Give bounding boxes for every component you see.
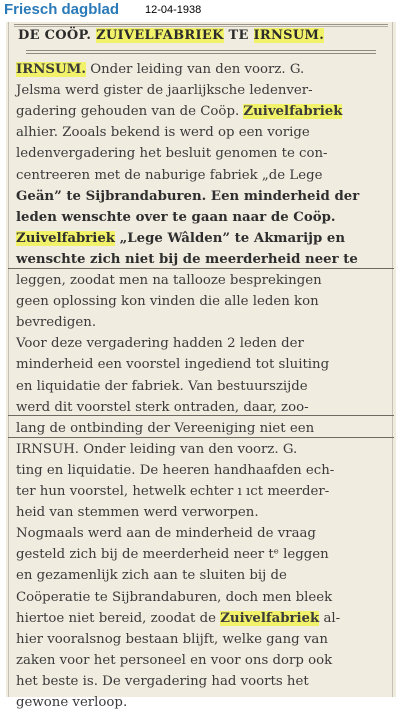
line-text: werd dit voorstel sterk ontraden, daar, zoo-	[16, 399, 309, 415]
line-text: heid van stemmen werd verworpen.	[16, 505, 259, 521]
line-text: ledenvergadering het besluit genomen te con-	[16, 146, 328, 162]
heading-part: DE COÖP.	[18, 28, 97, 43]
article-line	[16, 165, 390, 186]
article-line	[16, 80, 390, 101]
line-text: gadering gehouden van de Coöp.	[16, 104, 244, 120]
heading-highlight: ZUIVELFABRIEK	[96, 28, 224, 43]
highlighted-term: Zuivelfabriek	[16, 230, 116, 246]
article-line	[16, 249, 390, 270]
article-line	[16, 460, 390, 481]
article-line	[16, 481, 390, 502]
line-text: ter hun voorstel, hetwelk echter ı ıct meerder-	[16, 484, 330, 499]
top-rule-second	[14, 26, 388, 27]
article-line	[16, 650, 390, 671]
line-text: het beste is. De vergadering had voorts het	[16, 673, 309, 689]
article-line	[16, 692, 390, 713]
column-rule-right	[392, 22, 393, 697]
line-text: Jelsma werd gister de jaarlijksche ledenver-	[16, 83, 313, 99]
line-text: Onder leiding van den voorz. G.	[85, 62, 305, 77]
line-text: Voor deze vergadering hadden 2 leden der	[16, 336, 304, 352]
article-line	[16, 502, 390, 523]
clipping-cut-line	[8, 415, 394, 416]
column-rule-left	[8, 22, 9, 697]
line-text: hier vooralsnog bestaan blijft, welke gang van	[16, 631, 328, 647]
highlighted-term: Zuivelfabriek	[243, 104, 343, 120]
article-heading	[18, 28, 388, 43]
line-text: lang de ontbinding der Vereeniging niet een	[16, 420, 315, 436]
article-line	[16, 608, 390, 629]
header-bar	[0, 0, 400, 22]
line-text: bevredigen.	[16, 315, 97, 331]
line-text: Geän” te Sijbrandaburen. Een minderheid der	[16, 188, 360, 204]
article-line	[16, 186, 390, 207]
article-line	[16, 629, 390, 650]
article-line	[16, 587, 390, 608]
article-line	[16, 671, 390, 692]
line-text: al-	[319, 610, 341, 626]
article-line	[16, 376, 390, 397]
article-line	[16, 418, 390, 439]
line-text: geen oplossing kon vinden die alle leden kon	[16, 294, 319, 310]
line-text: zaken voor het personeel en voor ons dorp ook	[16, 652, 333, 668]
line-text: Nogmaals werd aan de minderheid de vraag	[16, 526, 316, 542]
line-text: minderheid een voorstel ingediend tot sluiting	[16, 357, 330, 373]
article-line	[16, 122, 390, 143]
article-line	[16, 333, 390, 354]
line-text: hiertoe niet bereid, zoodat de	[16, 610, 221, 626]
article-line	[16, 544, 390, 565]
article-line	[16, 312, 390, 333]
article-line	[16, 228, 390, 249]
line-text: leggen, zoodat men na tallooze besprekingen	[16, 273, 322, 288]
line-text: wenschte zich niet bij de meerderheid neer te	[16, 251, 358, 267]
publication-date: 12-04-1938	[145, 4, 202, 16]
article-line	[16, 143, 390, 164]
heading-rule	[26, 50, 376, 51]
line-text: IRNSUH. Onder leiding van den voorz. G.	[16, 441, 298, 457]
line-text: gewone verloop.	[16, 695, 128, 710]
line-text: „Lege Wâlden” te Akmarijp en	[115, 230, 346, 246]
highlighted-term: Zuivelfabriek	[220, 610, 320, 626]
line-text: Coöperatie te Sijbrandaburen, doch men bleek	[16, 589, 333, 605]
top-rule	[14, 24, 388, 25]
article-line	[16, 291, 390, 312]
article-line	[16, 565, 390, 586]
line-text: gesteld zich bij de meerderheid neer tᵉ leggen	[16, 547, 329, 563]
line-text: leden wenschte over te gaan naar de Coöp.	[16, 209, 336, 225]
article-line	[16, 270, 390, 291]
article-line	[16, 523, 390, 544]
newspaper-name: Friesch dagblad	[4, 1, 120, 18]
line-text: centreeren met de naburige fabriek „de Lege	[16, 167, 323, 183]
line-text: en liquidatie der fabriek. Van bestuurszijde	[16, 378, 308, 394]
highlighted-term: IRNSUM.	[16, 62, 86, 77]
article-line	[16, 354, 390, 375]
clipping-cut-line	[8, 437, 394, 438]
article-line	[16, 59, 390, 80]
clipping-cut-line	[8, 268, 394, 269]
article-line	[16, 207, 390, 228]
article-line	[16, 439, 390, 460]
newspaper-clipping	[6, 22, 396, 710]
line-text: ting en liquidatie. De heeren handhaafden ech-	[16, 462, 335, 478]
line-text: en gezamenlijk zich aan te sluiten bij de	[16, 568, 287, 584]
heading-highlight: IRNSUM.	[253, 28, 325, 43]
article-line	[16, 101, 390, 122]
line-text: alhier. Zooals bekend is werd op een vorige	[16, 125, 310, 141]
heading-rule-second	[26, 53, 376, 54]
heading-part: TE	[223, 28, 254, 43]
